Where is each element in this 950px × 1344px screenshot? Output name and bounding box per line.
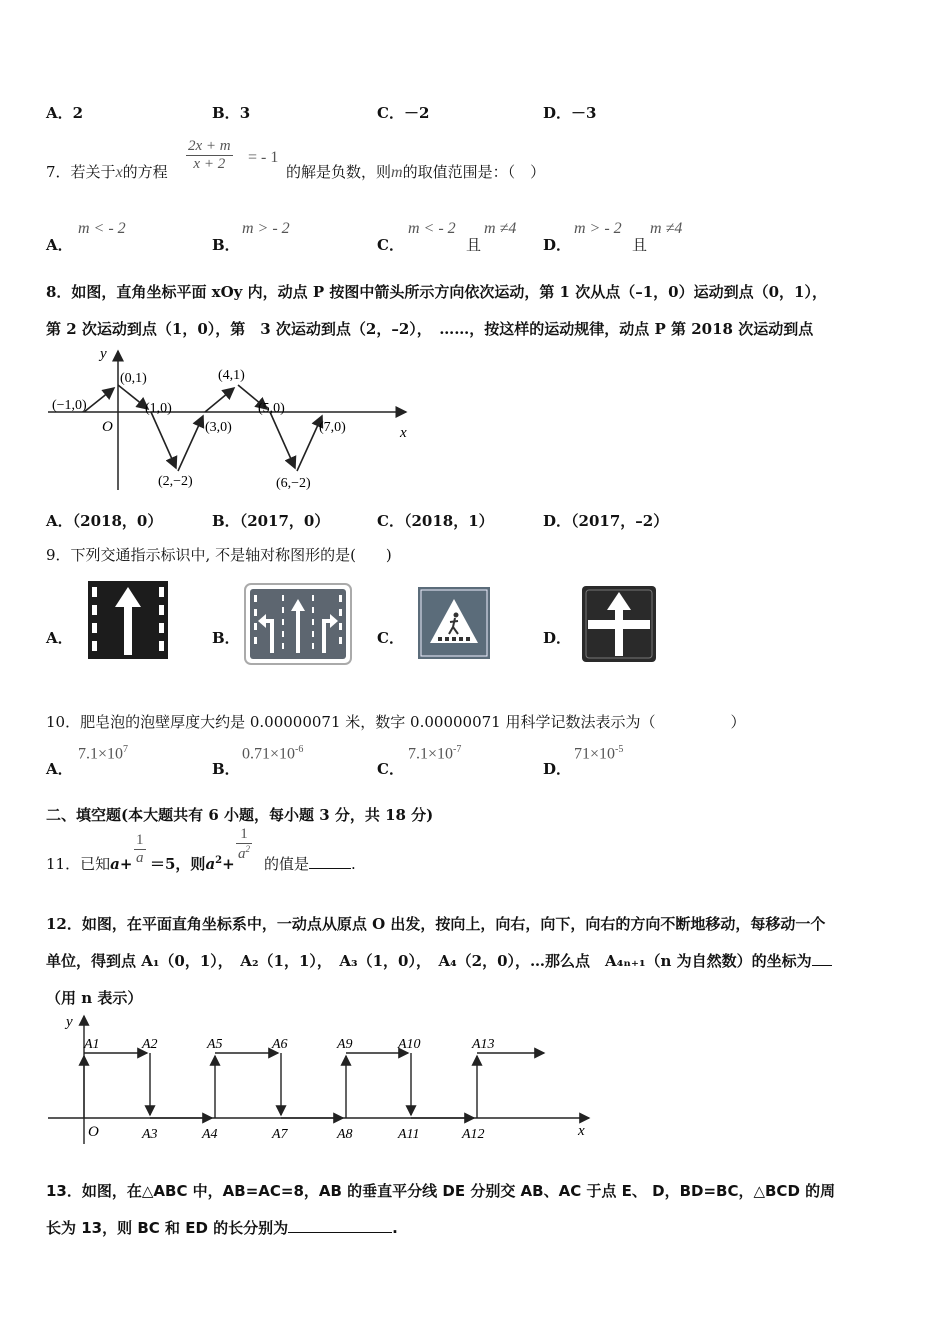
q6-option-a[interactable]: A．2	[46, 104, 84, 122]
q7-option-c-label[interactable]: C．	[377, 236, 404, 254]
q11-fraction-2: $\frac{1}{a^2}$	[238, 826, 250, 862]
q12-point-label: A10	[398, 1037, 421, 1052]
q7-stem: 7．若关于x的方程	[46, 163, 168, 181]
q8-move-3	[151, 412, 176, 468]
q8-point-label: (−1,0)	[52, 398, 87, 413]
q8-point-label: (0,1)	[120, 371, 147, 386]
q6-option-c[interactable]: C．－2	[377, 104, 430, 122]
q12-point-label: A1	[84, 1037, 100, 1052]
q12-figure	[44, 1010, 594, 1148]
q9-option-a-label[interactable]: A．	[46, 629, 73, 647]
q10-option-a-value: $7.1\times 10^7$	[78, 744, 129, 763]
pedestrian-crossing-sign-icon[interactable]	[418, 587, 490, 659]
q6-option-d[interactable]: D．－3	[543, 104, 597, 122]
q11-stem-start: 11．已知a+	[46, 855, 133, 873]
q8-option-a[interactable]: A．（2018，0）	[46, 512, 163, 530]
q8-line1: 8．如图，直角坐标平面 xOy 内，动点 P 按图中箭头所示方向依次运动，第 1 次从点（–1，0）运动到点（0，1），	[46, 283, 827, 301]
q12-point-label: A9	[337, 1037, 353, 1052]
q8-point-label: (5,0)	[258, 401, 285, 416]
q7-option-d-extra: m ≠4	[650, 220, 683, 237]
q9-option-d-label[interactable]: D．	[543, 629, 572, 647]
q12-point-label: A7	[272, 1127, 288, 1142]
q7-option-d-and: 且	[632, 236, 648, 254]
q10-option-a-label[interactable]: A．	[46, 760, 73, 778]
q8-move-4	[178, 416, 203, 471]
straight-lane-sign-icon[interactable]	[88, 581, 168, 659]
q8-y-label: y	[100, 346, 107, 362]
crossroad-sign-icon[interactable]	[582, 586, 656, 662]
q8-option-d[interactable]: D．（2017，–2）	[543, 512, 669, 530]
q7-option-d-expr: m > - 2	[574, 220, 622, 237]
q12-point-label: A2	[142, 1037, 158, 1052]
q8-point-label: (4,1)	[218, 368, 245, 383]
q7-option-a-expr: m < - 2	[78, 220, 126, 237]
q12-point-label: A6	[272, 1037, 288, 1052]
q7-fraction: $\frac{2x + m}{x + 2}$	[188, 138, 231, 172]
q7-option-d-label[interactable]: D．	[543, 236, 572, 254]
q8-line2: 第 2 次运动到点（1，0），第 3 次运动到点（2，–2）， ……，按这样的运动规律，动点 P 第 2018 次运动到点	[46, 320, 814, 338]
q8-figure	[44, 345, 424, 495]
q8-move-7	[270, 412, 295, 468]
q10-option-b-value: $0.71\times 10^{-6}$	[242, 744, 304, 763]
q10-stem: 10．肥皂泡的泡壁厚度大约是 0.00000071 米，数字 0.00000071 用科学记数法表示为（ ）	[46, 713, 746, 731]
q8-move-5	[205, 388, 234, 412]
q9-option-c-label[interactable]: C．	[377, 629, 404, 647]
q7-option-c-and: 且	[466, 236, 482, 254]
q7-option-a-label[interactable]: A．	[46, 236, 73, 254]
q8-move-2	[118, 385, 148, 409]
q12-y-label: y	[66, 1014, 73, 1030]
q13-line2: 长为 13，则 BC 和 ED 的长分别为 .	[46, 1219, 398, 1237]
lane-direction-sign-icon[interactable]	[244, 583, 352, 665]
q12-point-label: A11	[398, 1127, 420, 1142]
q7-stem-end: 的解是负数，则m的取值范围是：（ ）	[286, 163, 546, 181]
q11-stem-middle: ＝5，则$a^2+$	[150, 855, 235, 873]
q8-option-b[interactable]: B．（2017，0）	[212, 512, 330, 530]
q8-point-label: (3,0)	[205, 420, 232, 435]
q12-point-label: A3	[142, 1127, 158, 1142]
q10-option-b-label[interactable]: B．	[212, 760, 240, 778]
q12-line1: 12．如图，在平面直角坐标系中，一动点从原点 O 出发，按向上，向右，向下，向右的方向不断地移动，每移动一个	[46, 915, 826, 933]
q7-option-c-extra: m ≠4	[484, 220, 517, 237]
q7-option-b-expr: m > - 2	[242, 220, 290, 237]
q6-option-b[interactable]: B．3	[212, 104, 251, 122]
q7-rhs: = - 1	[248, 149, 279, 166]
q12-point-label: A12	[462, 1127, 485, 1142]
q10-option-c-label[interactable]: C．	[377, 760, 404, 778]
q8-point-label: (7,0)	[319, 420, 346, 435]
q10-option-d-label[interactable]: D．	[543, 760, 572, 778]
q8-x-label: x	[400, 425, 407, 441]
q12-origin: O	[88, 1124, 99, 1140]
q13-line1: 13．如图，在△ABC 中，AB=AC=8，AB 的垂直平分线 DE 分别交 AB、AC 于点 E、 D，BD=BC，△BCD 的周	[46, 1182, 836, 1200]
q8-point-label: (2,−2)	[158, 474, 193, 489]
q12-point-label: A4	[202, 1127, 218, 1142]
q8-option-c[interactable]: C．（2018，1）	[377, 512, 494, 530]
q7-option-c-expr: m < - 2	[408, 220, 456, 237]
q12-point-label: A8	[337, 1127, 353, 1142]
q8-origin: O	[102, 419, 113, 435]
q12-line2: 单位，得到点 A₁（0，1）， A₂（1，1）， A₃（1，0）， A₄（2，0），…那么点 A₄ₙ₊₁（n 为自然数）的坐标为	[46, 950, 832, 971]
q10-option-d-value: $71\times 10^{-5}$	[574, 744, 624, 763]
q9-stem: 9．下列交通指示标识中, 不是轴对称图形的是( )	[46, 546, 392, 564]
q12-point-label: A13	[472, 1037, 495, 1052]
q11-fraction-1: $\frac{1}{a}$	[136, 832, 144, 866]
q11-stem-end: 的值是 .	[264, 855, 356, 873]
q8-point-label: (6,−2)	[276, 476, 311, 491]
q7-option-b-label[interactable]: B．	[212, 236, 240, 254]
q12-line3: （用 n 表示）	[46, 989, 143, 1007]
q8-point-label: (1,0)	[145, 401, 172, 416]
q12-x-label: x	[578, 1123, 585, 1139]
q12-point-label: A5	[207, 1037, 223, 1052]
section-title: 二、填空题(本大题共有 6 小题，每小题 3 分，共 18 分)	[46, 806, 434, 824]
q10-option-c-value: $7.1\times 10^{-7}$	[408, 744, 462, 763]
q8-move-1	[84, 388, 114, 412]
q9-option-b-label[interactable]: B．	[212, 629, 240, 647]
